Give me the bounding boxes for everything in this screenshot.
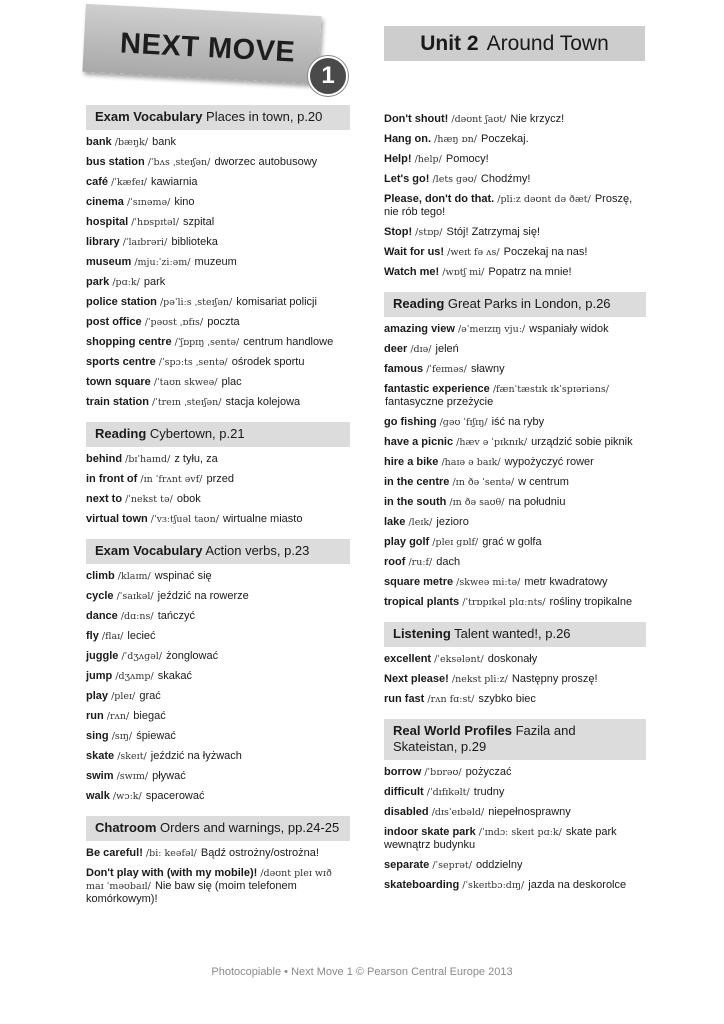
entry-word: Be careful! (86, 847, 143, 859)
section-header (86, 422, 350, 447)
vocab-entry (384, 879, 646, 892)
vocab-entry (384, 693, 646, 706)
entry-translation: doskonały (487, 653, 538, 665)
vocab-entry (86, 513, 350, 526)
entry-pronunciation: /ˈɪndɔː skeɪt pɑːk/ (478, 827, 562, 838)
entry-translation: wypożyczyć rower (504, 456, 594, 468)
entry-pronunciation: /pleɪ/ (111, 691, 136, 702)
entry-translation: obok (176, 493, 201, 505)
vocab-entry (384, 786, 646, 799)
entry-word: dance (86, 610, 118, 622)
entry-word: cycle (86, 590, 114, 602)
unit-label: Unit 2 (420, 31, 479, 55)
vocab-entry (384, 673, 646, 686)
entry-translation: biegać (133, 710, 166, 722)
entry-pronunciation: /hæv ə ˈpɪknɪk/ (456, 437, 528, 448)
vocab-entry (384, 653, 646, 666)
entry-pronunciation: /ˈspɔːts ˌsentə/ (158, 357, 228, 368)
entry-pronunciation: /dəʊnt pleɪ wɪð maɪ ˈməʊbaɪl/ (86, 868, 332, 892)
entry-translation: szpital (182, 216, 215, 228)
entry-pronunciation: /fænˈtæstɪk ɪkˈspɪəriəns/ (492, 384, 609, 395)
right-column (384, 113, 646, 899)
section-type: Reading (393, 296, 445, 311)
entry-pronunciation: /ɪn ˈfrʌnt əvf/ (140, 474, 203, 485)
entry-word: difficult (384, 786, 424, 798)
footer: Photocopiable • Next Move 1 © Pearson Central Europe 2013 (211, 966, 513, 978)
vocab-entry (384, 193, 646, 219)
entry-pronunciation: /nekst pliːz/ (451, 674, 508, 685)
vocab-entry (86, 396, 350, 409)
entry-word: deer (384, 343, 408, 355)
entry-word: famous (384, 363, 424, 375)
entry-word: café (86, 176, 109, 188)
vocab-entry (86, 356, 350, 369)
section-header (86, 105, 350, 130)
vocab-entry (384, 323, 646, 336)
entry-pronunciation: /ˈsɪnəmə/ (126, 197, 171, 208)
entry-pronunciation: /stɒp/ (415, 227, 443, 238)
vocab-entry (384, 363, 646, 376)
vocab-entry (86, 453, 350, 466)
entry-pronunciation: /flaɪ/ (101, 631, 124, 642)
vocab-entry (86, 196, 350, 209)
vocab-entry (384, 266, 646, 279)
entry-pronunciation: /ɪn ðə saʊθ/ (449, 497, 505, 508)
entry-pronunciation: /ˈkæfeɪ/ (111, 177, 147, 188)
vocab-entry (384, 806, 646, 819)
entry-pronunciation: /ˈbʌs ˌsteɪʃən/ (147, 157, 211, 168)
entry-translation: Poczekaj na nas! (503, 246, 588, 258)
entry-pronunciation: /dɑːns/ (120, 611, 154, 622)
unit-title (384, 26, 645, 61)
entry-translation: sławny (470, 363, 505, 375)
vocab-entry (86, 296, 350, 309)
entry-word: behind (86, 453, 123, 465)
entry-translation: tańczyć (157, 610, 195, 622)
vocab-entry (86, 136, 350, 149)
entry-translation: plac (221, 376, 242, 388)
entry-pronunciation: /pliːz dəʊnt də ðæt/ (497, 194, 591, 205)
entry-word: play (86, 690, 109, 702)
entry-translation: z tyłu, za (174, 453, 218, 465)
entry-translation: żonglować (166, 650, 219, 662)
entry-pronunciation: /rʌn fɑːst/ (427, 694, 475, 705)
entry-word: Next please! (384, 673, 449, 685)
entry-word: Wait for us! (384, 246, 445, 258)
vocab-entry (86, 670, 350, 683)
entry-word: square metre (384, 576, 454, 588)
entry-translation: kawiarnia (151, 176, 198, 188)
entry-pronunciation: /wɒtʃ mi/ (442, 267, 485, 278)
section-header (86, 539, 350, 564)
entry-word: shopping centre (86, 336, 172, 348)
entry-translation: Proszę, nie rób tego! (384, 193, 633, 218)
vocab-entry (86, 690, 350, 703)
entry-word: run fast (384, 693, 425, 705)
entry-word: excellent (384, 653, 432, 665)
entry-translation: fantasyczne przeżycie (385, 396, 494, 408)
entry-pronunciation: /dɪə/ (410, 344, 432, 355)
entry-pronunciation: /swɪm/ (116, 771, 149, 782)
entry-word: park (86, 276, 110, 288)
vocab-entry (384, 133, 646, 146)
entry-word: sports centre (86, 356, 156, 368)
entry-word: hire a bike (384, 456, 439, 468)
entry-pronunciation: /ˈeksələnt/ (434, 654, 484, 665)
entry-pronunciation: /mjuːˈziːəm/ (134, 257, 191, 268)
entry-word: Don't shout! (384, 113, 449, 125)
entry-pronunciation: /ˈtaʊn skweə/ (153, 377, 218, 388)
entry-translation: biblioteka (171, 236, 218, 248)
vocab-entry (86, 770, 350, 783)
entry-word: virtual town (86, 513, 148, 525)
entry-translation: bank (152, 136, 176, 148)
section-type: Listening (393, 626, 451, 641)
section-title: Cybertown, p.21 (149, 426, 245, 441)
entry-pronunciation: /ˈbɒrəʊ/ (424, 767, 462, 778)
entry-pronunciation: /sɪŋ/ (111, 731, 133, 742)
entry-pronunciation: /hæŋ ɒn/ (434, 134, 477, 145)
vocab-entry (384, 556, 646, 569)
entry-translation: Nie krzycz! (510, 113, 565, 125)
entry-word: indoor skate park (384, 826, 476, 838)
entry-word: museum (86, 256, 132, 268)
entry-translation: śpiewać (136, 730, 176, 742)
vocab-entry (86, 570, 350, 583)
entry-translation: spacerować (145, 790, 205, 802)
entry-pronunciation: /lets ɡəʊ/ (432, 174, 477, 185)
entry-pronunciation: /dɪsˈeɪbəld/ (431, 807, 485, 818)
section-type: Chatroom (95, 820, 157, 835)
entry-translation: jezioro (436, 516, 469, 528)
vocab-entry (384, 113, 646, 126)
entry-pronunciation: /ˈlaɪbrəri/ (122, 237, 168, 248)
entry-pronunciation: /skeɪt/ (117, 751, 147, 762)
entry-pronunciation: /ˈʃɒpɪŋ ˌsentə/ (174, 337, 240, 348)
entry-word: bank (86, 136, 112, 148)
entry-translation: Popatrz na mnie! (488, 266, 572, 278)
section-title: Talent wanted!, p.26 (454, 626, 571, 641)
entry-translation: Chodźmy! (480, 173, 531, 185)
entry-translation: skakać (157, 670, 192, 682)
entry-pronunciation: /ˈnekst tə/ (125, 494, 173, 505)
section-title: Places in town, p.20 (206, 109, 323, 124)
entry-word: bus station (86, 156, 145, 168)
vocab-entry (86, 336, 350, 349)
left-column (86, 105, 350, 913)
vocab-entry (86, 750, 350, 763)
entry-pronunciation: /ɪn ðə ˈsentə/ (452, 477, 515, 488)
entry-translation: grać w golfa (482, 536, 542, 548)
entry-word: Watch me! (384, 266, 440, 278)
entry-translation: jazda na deskorolce (528, 879, 627, 891)
section-type: Exam Vocabulary (95, 543, 203, 558)
entry-word: walk (86, 790, 110, 802)
entry-pronunciation: /dəʊnt ʃaʊt/ (451, 114, 507, 125)
entry-translation: Stój! Zatrzymaj się! (446, 226, 541, 238)
vocab-entry (86, 176, 350, 189)
entry-word: library (86, 236, 120, 248)
vocab-entry (384, 456, 646, 469)
entry-translation: park (143, 276, 166, 288)
vocab-entry (384, 343, 646, 356)
entry-pronunciation: /rʌn/ (106, 711, 130, 722)
vocab-entry (86, 236, 350, 249)
entry-pronunciation: /haɪə ə baɪk/ (441, 457, 501, 468)
vocab-entry (86, 650, 350, 663)
vocab-section (384, 113, 646, 279)
vocab-section (384, 719, 646, 892)
entry-word: Stop! (384, 226, 413, 238)
entry-translation: wspinać się (154, 570, 212, 582)
entry-translation: Następny proszę! (511, 673, 598, 685)
entry-word: post office (86, 316, 142, 328)
entry-pronunciation: /ɡəʊ ˈfɪʃɪŋ/ (439, 417, 488, 428)
entry-word: next to (86, 493, 123, 505)
vocab-entry (384, 436, 646, 449)
vocab-entry (86, 473, 350, 486)
entry-translation: przed (206, 473, 235, 485)
entry-pronunciation: /wɔːk/ (112, 791, 142, 802)
entry-word: separate (384, 859, 430, 871)
entry-word: Don't play with (with my mobile)! (86, 867, 258, 879)
entry-translation: oddzielny (475, 859, 523, 871)
entry-word: hospital (86, 216, 129, 228)
vocab-entry (384, 226, 646, 239)
section-type: Exam Vocabulary (95, 109, 203, 124)
vocab-entry (384, 576, 646, 589)
section-header (384, 292, 646, 317)
entry-word: borrow (384, 766, 422, 778)
section-header (384, 622, 646, 647)
entry-translation: w centrum (518, 476, 569, 488)
entry-word: roof (384, 556, 406, 568)
entry-word: skateboarding (384, 879, 460, 891)
entry-word: police station (86, 296, 157, 308)
vocab-entry (384, 476, 646, 489)
section-header (384, 719, 646, 760)
vocab-entry (384, 153, 646, 166)
entry-translation: na południu (508, 496, 566, 508)
entry-pronunciation: /klaɪm/ (117, 571, 151, 582)
vocab-entry (384, 496, 646, 509)
entry-translation: Bądź ostrożny/ostrożna! (200, 847, 319, 859)
section-title: Action verbs, p.23 (205, 543, 310, 558)
logo-number-badge: 1 (308, 56, 348, 96)
entry-translation: Pomocy! (445, 153, 489, 165)
entry-pronunciation: /skweə miːtə/ (456, 577, 521, 588)
entry-pronunciation: /ˈtrɒpɪkəl plɑːnts/ (462, 597, 546, 608)
entry-pronunciation: /help/ (414, 154, 442, 165)
entry-pronunciation: /leɪk/ (408, 517, 433, 528)
entry-word: lake (384, 516, 406, 528)
vocab-entry (384, 826, 646, 852)
vocab-section (384, 292, 646, 609)
entry-word: amazing view (384, 323, 455, 335)
vocab-entry (86, 316, 350, 329)
entry-word: jump (86, 670, 113, 682)
section-header (86, 816, 350, 841)
entry-translation: kino (174, 196, 195, 208)
vocab-entry (86, 867, 350, 906)
entry-translation: Nie baw się (moim telefonem komórkowym)! (86, 880, 297, 905)
section-title: Fazila and Skateistan, p.29 (393, 723, 576, 754)
entry-pronunciation: /ˈdʒʌɡəl/ (121, 651, 163, 662)
entry-translation: dworzec autobusowy (214, 156, 318, 168)
entry-word: fly (86, 630, 99, 642)
entry-pronunciation: /bæŋk/ (114, 137, 149, 148)
entry-pronunciation: /ˈskeɪtbɔːdɪŋ/ (462, 880, 525, 891)
section-type: Real World Profiles (393, 723, 512, 738)
entry-translation: grać (139, 690, 161, 702)
entry-word: train station (86, 396, 149, 408)
entry-pronunciation: /ˈtreɪn ˌsteɪʃən/ (152, 397, 222, 408)
entry-translation: dach (436, 556, 461, 568)
vocab-entry (86, 256, 350, 269)
entry-translation: szybko biec (478, 693, 536, 705)
entry-pronunciation: /biː keəfəl/ (145, 848, 197, 859)
entry-word: town square (86, 376, 151, 388)
vocab-section (86, 422, 350, 526)
vocab-entry (86, 493, 350, 506)
entry-word: climb (86, 570, 115, 582)
vocab-entry (86, 376, 350, 389)
entry-word: run (86, 710, 104, 722)
entry-pronunciation: /ˈdɪfɪkəlt/ (426, 787, 470, 798)
entry-translation: niepełnosprawny (488, 806, 571, 818)
entry-translation: jeleń (435, 343, 459, 355)
vocab-entry (384, 766, 646, 779)
vocab-section (86, 539, 350, 803)
entry-word: Help! (384, 153, 412, 165)
vocab-entry (86, 710, 350, 723)
vocab-entry (86, 216, 350, 229)
entry-word: Let's go! (384, 173, 430, 185)
vocab-section (384, 622, 646, 706)
entry-translation: trudny (473, 786, 505, 798)
vocab-entry (384, 859, 646, 872)
entry-translation: wspaniały widok (529, 323, 609, 335)
vocab-entry (86, 610, 350, 623)
vocab-entry (86, 847, 350, 860)
entry-word: disabled (384, 806, 429, 818)
entry-pronunciation: /pleɪ ɡɒlf/ (432, 537, 479, 548)
vocab-entry (384, 246, 646, 259)
entry-pronunciation: /pəˈliːs ˌsteɪʃən/ (159, 297, 233, 308)
vocab-entry (86, 590, 350, 603)
entry-translation: rośliny tropikalne (549, 596, 633, 608)
vocab-section (86, 816, 350, 906)
entry-translation: muzeum (194, 256, 237, 268)
entry-pronunciation: /ˈseprət/ (432, 860, 472, 871)
entry-translation: jeździć na łyżwach (150, 750, 242, 762)
entry-pronunciation: /pɑːk/ (112, 277, 140, 288)
entry-word: skate (86, 750, 115, 762)
entry-word: have a picnic (384, 436, 454, 448)
entry-translation: centrum handlowe (243, 336, 334, 348)
entry-pronunciation: /dʒʌmp/ (115, 671, 154, 682)
entry-word: tropical plants (384, 596, 460, 608)
entry-pronunciation: /ruːf/ (408, 557, 433, 568)
vocab-section (86, 105, 350, 409)
entry-translation: pożyczać (465, 766, 512, 778)
entry-pronunciation: /weɪt fə ʌs/ (447, 247, 500, 258)
entry-translation: metr kwadratowy (524, 576, 608, 588)
entry-pronunciation: /əˈmeɪzɪŋ vjuː/ (457, 324, 526, 335)
entry-translation: skate park wewnątrz budynku (384, 826, 617, 851)
entry-word: in front of (86, 473, 138, 485)
vocab-entry (86, 790, 350, 803)
vocab-entry (86, 630, 350, 643)
entry-pronunciation: /ˈfeɪməs/ (426, 364, 467, 375)
vocab-entry (86, 156, 350, 169)
vocab-entry (86, 276, 350, 289)
vocab-entry (384, 596, 646, 609)
logo-text: NEXT MOVE (119, 27, 297, 69)
section-title: Orders and warnings, pp.24-25 (160, 820, 340, 835)
entry-word: fantastic experience (384, 383, 490, 395)
section-title: Great Parks in London, p.26 (447, 296, 611, 311)
entry-translation: lecieć (127, 630, 156, 642)
entry-translation: komisariat policji (236, 296, 317, 308)
entry-word: swim (86, 770, 114, 782)
vocab-entry (86, 730, 350, 743)
unit-name: Around Town (486, 31, 609, 55)
entry-word: juggle (86, 650, 119, 662)
entry-word: Hang on. (384, 133, 432, 145)
vocab-entry (384, 383, 646, 409)
entry-translation: urządzić sobie piknik (531, 436, 633, 448)
entry-translation: ośrodek sportu (231, 356, 305, 368)
entry-pronunciation: /ˈsaɪkəl/ (116, 591, 154, 602)
entry-translation: iść na ryby (491, 416, 545, 428)
entry-word: go fishing (384, 416, 437, 428)
vocab-entry (384, 536, 646, 549)
vocab-entry (384, 173, 646, 186)
entry-translation: poczta (207, 316, 240, 328)
entry-translation: stacja kolejowa (225, 396, 301, 408)
entry-translation: jeździć na rowerze (157, 590, 249, 602)
entry-pronunciation: /ˈpəʊst ˌɒfɪs/ (144, 317, 204, 328)
entry-word: in the south (384, 496, 447, 508)
entry-word: cinema (86, 196, 124, 208)
entry-translation: Poczekaj. (480, 133, 529, 145)
entry-word: in the centre (384, 476, 450, 488)
entry-pronunciation: /ˈhɒspɪtəl/ (131, 217, 179, 228)
section-type: Reading (95, 426, 147, 441)
vocab-entry (384, 516, 646, 529)
entry-word: Please, don't do that. (384, 193, 495, 205)
entry-translation: pływać (152, 770, 186, 782)
vocab-entry (384, 416, 646, 429)
entry-pronunciation: /ˈvɜːtʃuəl taʊn/ (150, 514, 219, 525)
entry-pronunciation: /bɪˈhaɪnd/ (125, 454, 171, 465)
entry-translation: wirtualne miasto (222, 513, 303, 525)
entry-word: play golf (384, 536, 430, 548)
entry-word: sing (86, 730, 109, 742)
